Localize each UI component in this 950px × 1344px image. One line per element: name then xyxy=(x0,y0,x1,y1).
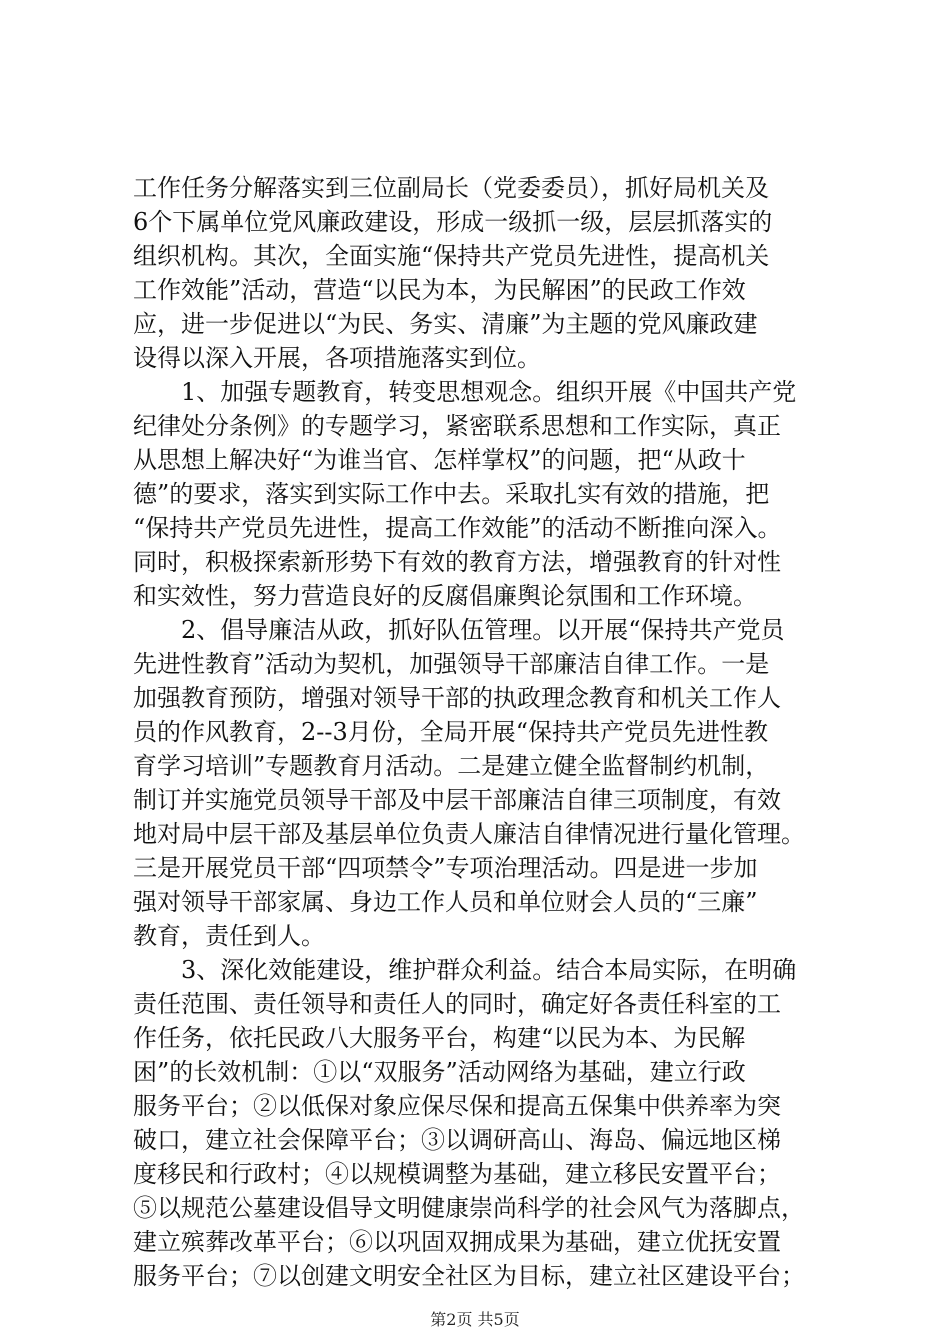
text-line: 度移民和行政村；④以规模调整为基础，建立移民安置平台； xyxy=(133,1160,781,1188)
text-line: 员的作风教育，2--3月份，全局开展“保持共产党员先进性教 xyxy=(133,718,769,746)
text-line: 工作任务分解落实到三位副局长（党委委员），抓好局机关及 xyxy=(133,174,769,202)
text-line: 应，进一步促进以“为民、务实、清廉”为主题的党风廉政建 xyxy=(133,310,758,338)
text-line: 设得以深入开展，各项措施落实到位。 xyxy=(133,344,541,372)
paragraph-heading-1: 1、加强专题教育，转变思想观念。组织开展《中国共产党 xyxy=(181,378,797,406)
text-line: 先进性教育”活动为契机，加强领导干部廉洁自律工作。一是 xyxy=(133,650,770,678)
text-line: 服务平台；⑦以创建文明安全社区为目标，建立社区建设平台； xyxy=(133,1262,805,1290)
text-line: “保持共产党员先进性，提高工作效能”的活动不断推向深入。 xyxy=(133,514,782,542)
text-line: 制订并实施党员领导干部及中层干部廉洁自律三项制度，有效 xyxy=(133,786,781,814)
text-line: 德”的要求，落实到实际工作中去。采取扎实有效的措施，把 xyxy=(133,480,770,508)
text-line: 责任范围、责任领导和责任人的同时，确定好各责任科室的工 xyxy=(133,990,781,1018)
text-line: 服务平台；②以低保对象应保尽保和提高五保集中供养率为突 xyxy=(133,1092,781,1120)
text-line: 困”的长效机制：①以“双服务”活动网络为基础，建立行政 xyxy=(133,1058,746,1086)
text-line: 工作效能”活动，营造“以民为本，为民解困”的民政工作效 xyxy=(133,276,746,304)
text-line: 组织机构。其次，全面实施“保持共产党员先进性，提高机关 xyxy=(133,242,770,270)
text-line: 作任务，依托民政八大服务平台，构建“以民为本、为民解 xyxy=(133,1024,746,1052)
text-line: 破口，建立社会保障平台；③以调研高山、海岛、偏远地区梯 xyxy=(133,1126,781,1154)
page-number: 第2页 共5页 xyxy=(430,1310,520,1329)
text-line: 从思想上解决好“为谁当官、怎样掌权”的问题，把“从政十 xyxy=(133,446,746,474)
text-line: ⑤以规范公墓建设倡导文明健康崇尚科学的社会风气为落脚点， xyxy=(133,1194,805,1222)
text-line: 和实效性，努力营造良好的反腐倡廉舆论氛围和工作环境。 xyxy=(133,582,757,610)
text-line: 三是开展党员干部“四项禁令”专项治理活动。四是进一步加 xyxy=(133,854,758,882)
text-line: 教育，责任到人。 xyxy=(133,922,325,950)
text-line: 加强教育预防，增强对领导干部的执政理念教育和机关工作人 xyxy=(133,684,781,712)
text-line: 地对局中层干部及基层单位负责人廉洁自律情况进行量化管理。 xyxy=(133,820,805,848)
text-line: 6个下属单位党风廉政建设，形成一级抓一级，层层抓落实的 xyxy=(133,208,773,236)
text-line: 建立殡葬改革平台；⑥以巩固双拥成果为基础，建立优抚安置 xyxy=(133,1228,781,1256)
text-line: 育学习培训”专题教育月活动。二是建立健全监督制约机制， xyxy=(133,752,770,780)
text-line: 强对领导干部家属、身边工作人员和单位财会人员的“三廉” xyxy=(133,888,758,916)
text-line: 纪律处分条例》的专题学习，紧密联系思想和工作实际，真正 xyxy=(133,412,781,440)
paragraph-heading-3: 3、深化效能建设，维护群众利益。结合本局实际，在明确 xyxy=(181,956,797,984)
paragraph-heading-2: 2、倡导廉洁从政，抓好队伍管理。以开展“保持共产党员 xyxy=(181,616,785,644)
text-line: 同时，积极探索新形势下有效的教育方法，增强教育的针对性 xyxy=(133,548,781,576)
